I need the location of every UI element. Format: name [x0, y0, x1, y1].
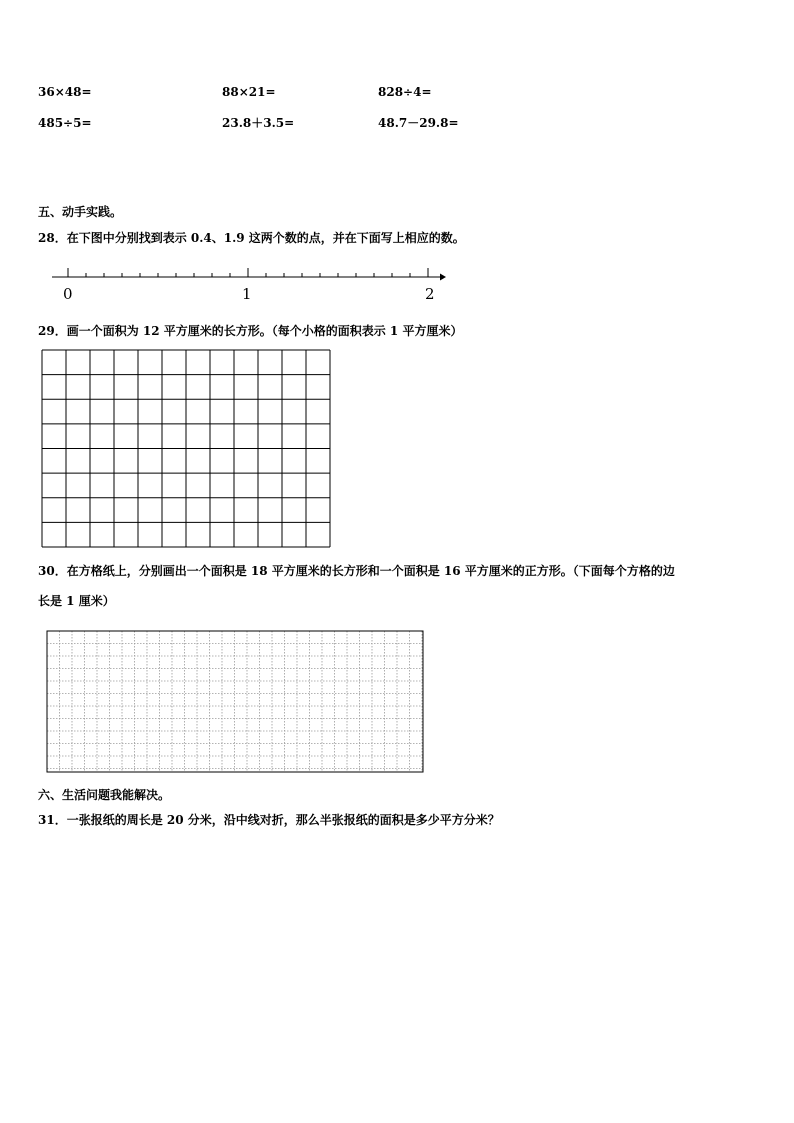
section-six-title: 六、生活问题我能解决。 [38, 788, 171, 802]
dotted-grid-paper[interactable] [46, 630, 424, 773]
question-29: 29．画一个面积为 12 平方厘米的长方形。（每个小格的面积表示 1 平方厘米） [38, 324, 463, 338]
number-line [0, 0, 794, 320]
calc-2-2: 23.8＋3.5= [222, 116, 295, 130]
calc-2-1: 485÷5= [38, 116, 92, 130]
number-line-label-1: 1 [242, 285, 252, 303]
calc-2-3: 48.7－29.8= [378, 116, 459, 130]
grid-12-squares[interactable] [41, 349, 331, 548]
number-line-label-0: 0 [63, 285, 73, 303]
calc-1-2: 88×21= [222, 85, 276, 99]
section-five-title: 五、动手实践。 [38, 205, 123, 219]
number-line-label-2: 2 [425, 285, 435, 303]
calc-1-3: 828÷4= [378, 85, 432, 99]
grid-border [47, 631, 423, 772]
question-30-line-2: 长是 1 厘米） [38, 594, 115, 608]
question-31: 31．一张报纸的周长是 20 分米，沿中线对折，那么半张报纸的面积是多少平方分米？ [38, 813, 500, 827]
calc-1-1: 36×48= [38, 85, 92, 99]
question-30-line-1: 30．在方格纸上，分别画出一个面积是 18 平方厘米的长方形和一个面积是 16 平方厘米的正方形。（下面每个方格的边 [38, 564, 675, 578]
question-28: 28．在下图中分别找到表示 0.4、1.9 这两个数的点，并在下面写上相应的数。 [38, 231, 465, 245]
